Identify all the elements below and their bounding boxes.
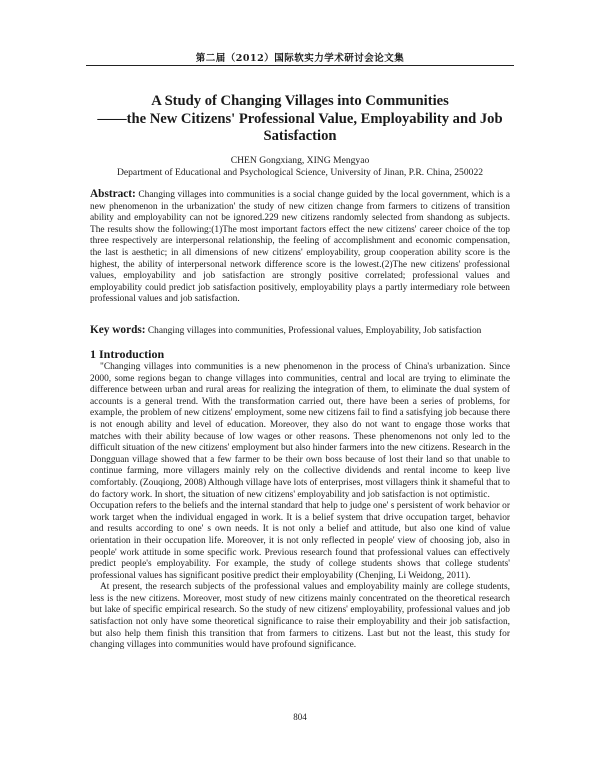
title-line-1: A Study of Changing Villages into Communities [151,93,449,109]
title-line-3: Satisfaction [263,128,337,144]
abstract [90,189,510,306]
paragraph: "Changing villages into communities is a new phenomenon in the process of China's urbanization. Since 2000, some regions began to change villages into communities, central and local are trying to eliminate the difference between urban and rural areas for realizing the integration of them, to eliminate the dual system of accounts is a general trend. With the transformation carried out, there have been a series of problems, for example, the problem of new citizens' employment, some new citizens fail to find a satisfying job because there is not enough ability and level of education. Moreover, they also do not want to engage those works that matches with their ability because of low wages or other reasons. These phenomenons not only led to the difficult situation of the new citizens' employment but also hinder farmers into the new citizens. Research in the Dongguan village showed that a few farmer to be their own boss because of lost their land so that unable to continue farming, more villagers mainly rely on the collective dividends and rental income to keep live comfortably. (Zouqiong, 2008) Although village have lots of enterprises, most villagers think it shameful that to do factory work. In short, the situation of new citizens' employability and job satisfaction is not optimistic. [90,362,510,500]
title-line-2: ——the New Citizens' Professional Value, Employability and Job [97,110,503,127]
section-body [90,362,510,652]
keywords-text: Changing villages into communities, Professional values, Employability, Job satisfaction [147,326,482,336]
paper-title [60,93,540,146]
section-heading: 1 Introduction [90,347,165,361]
paragraph: Occupation refers to the beliefs and the internal standard that help to judge one' s persistent of work behavior or work target when the individual engaged in work. It is a belief system that drive occupation target, behavior and results according to one' s own needs. It is not only a belief and attitude, but also one kind of value orientation in their occupation life. Moreover, it is not only reflected in people' view of choosing job, also in people' work attitude in some specific work. Previous research found that professional values can effectively predict people's employability. For example, the study of college students shows that college students' professional values has significant positive predict their employability (Chenjing, Li Weidong, 2011). [90,501,510,581]
header-rule [86,65,514,66]
abstract-label: Abstract: [90,188,136,200]
paragraph: At present, the research subjects of the professional values and employability mainly are college students, less is the new citizens. Moreover, most study of new citizens mainly concentrated on the theoretical research but lake of specific empirical research. So the study of new citizens' employability, professional values and job satisfaction not only have some theoretical significance to raise their employability and their job satisfaction, but also help them finish this transition that from farmers to citizens. Last but not the least, this study for changing villages into communities would have profound significance. [90,582,510,651]
authors: CHEN Gongxiang, XING Mengyao [230,155,370,166]
keywords [90,324,510,338]
abstract-text: Changing villages into communities is a social change guided by the local government, which is a new phenomenon in the urbanization' the study of new citizen change from farmers to citizens of transition ability and employability can not be ignored.229 new citizens randomly selected from shandong as subjects. The results show the following:(1)The most important factors effect the new citizens' career choice of the top three respectively are interpersonal relationship, the feeling of accomplishment and economic compensation, the last is aesthetic; in all dimensions of new citizens' employability, group cooperation ability score is the highest, the ability of interpersonal network difference score is the lowest.(2)The new citizens' professional values, employability and job satisfaction are strongly positive correlated; professional values and employability could predict job satisfaction positively, employability plays a partly intermediary role between professional values and job satisfaction. [90,190,510,305]
page-number: 804 [293,712,307,722]
keywords-label: Key words: [90,324,146,336]
affiliation: Department of Educational and Psychological Science, University of Jinan, P.R. China, 250022 [116,167,484,178]
running-head: 第二届（2012）国际软实力学术研讨会论文集 [195,53,405,64]
